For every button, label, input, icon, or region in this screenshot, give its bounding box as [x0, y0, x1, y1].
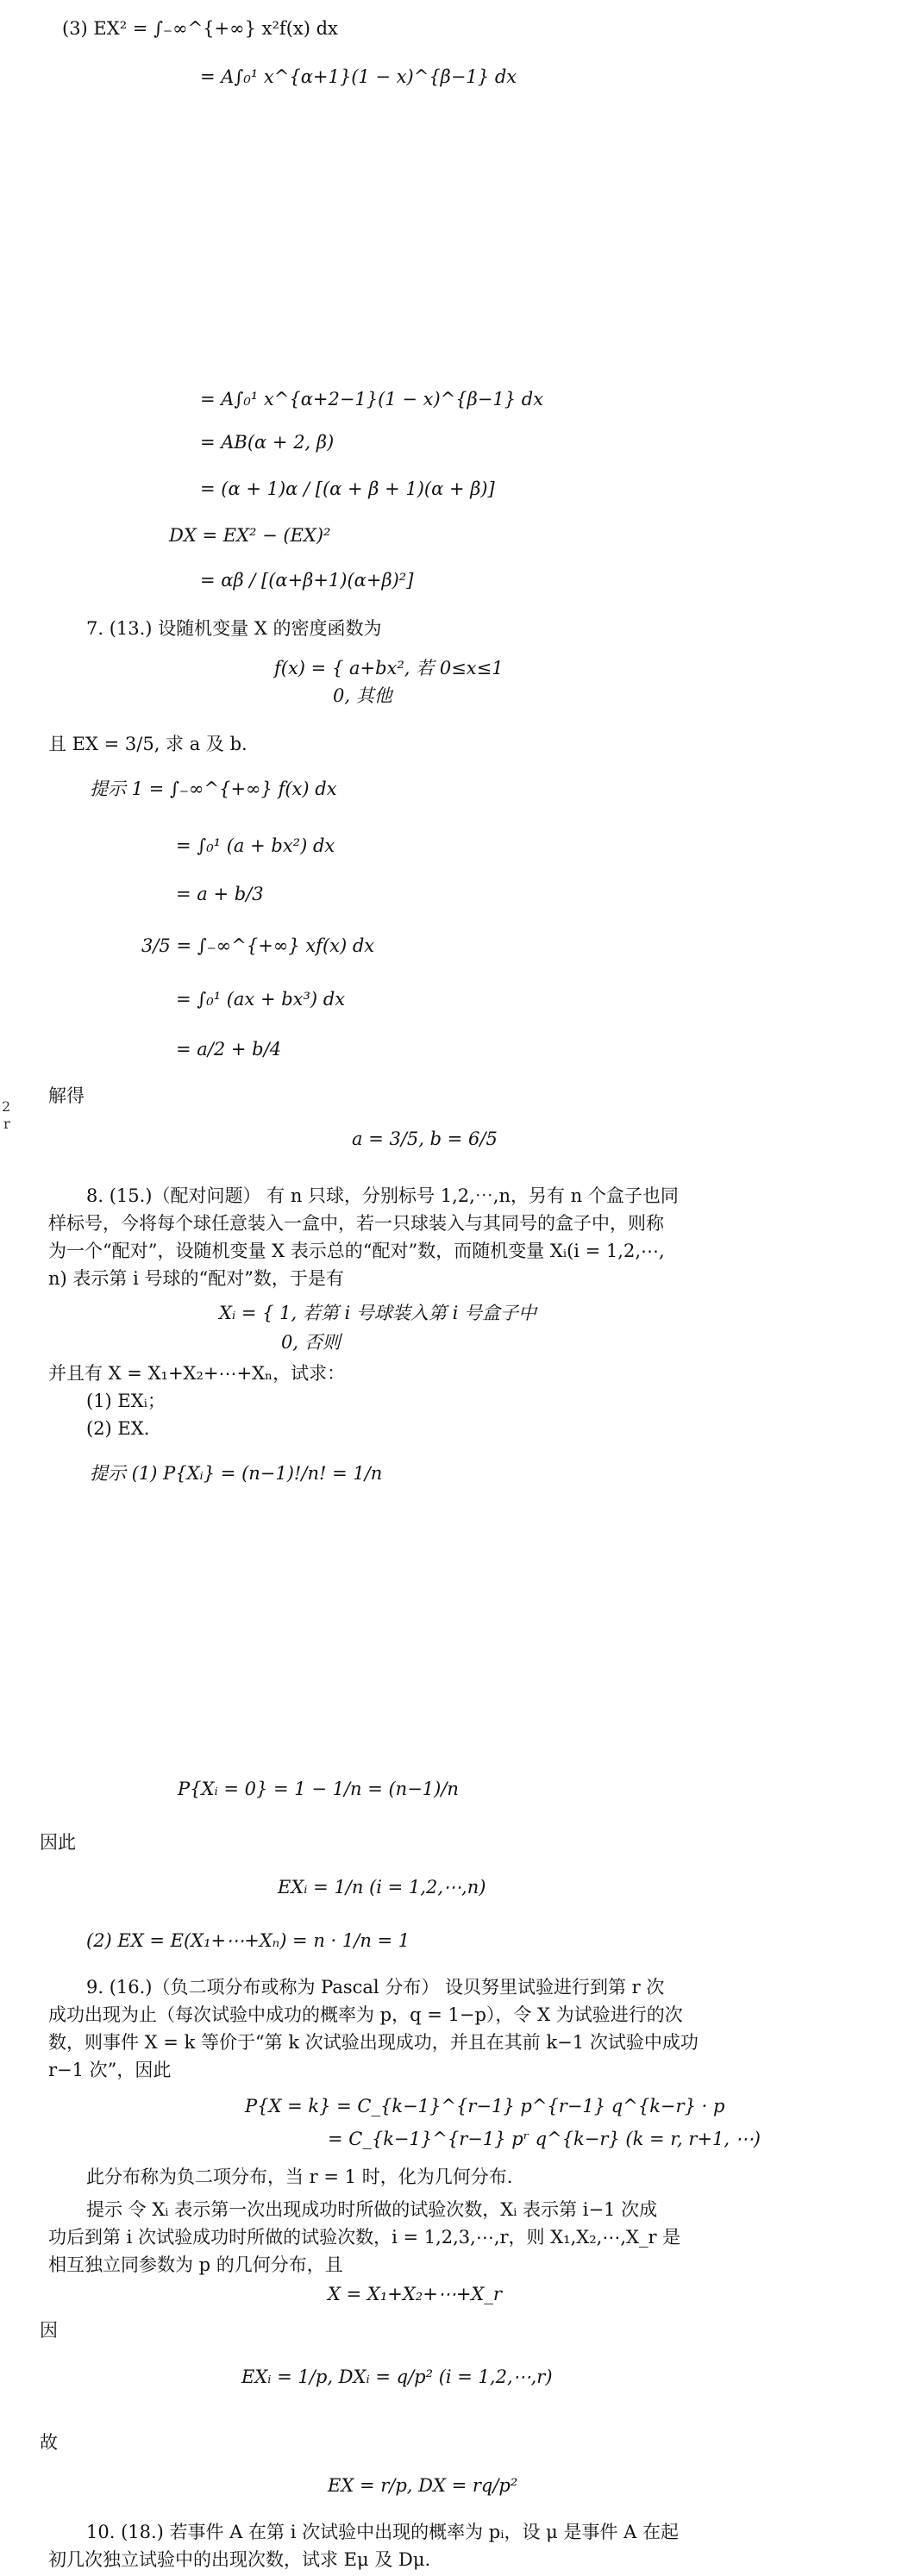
- text-line: 相互独立同参数为 p 的几何分布，且: [48, 2254, 343, 2275]
- text-line: n) 表示第 i 号球的“配对”数，于是有: [48, 1268, 344, 1289]
- formula-line: 提示 1 = ∫₋∞^{+∞} f(x) dx: [90, 778, 337, 799]
- formula-line: = C_{k−1}^{r−1} pʳ q^{k−r} (k = r, r+1, ⋯): [328, 2129, 761, 2149]
- text-line: 因: [40, 2320, 58, 2341]
- formula-line: P{Xᵢ = 0} = 1 − 1/n = (n−1)/n: [178, 1779, 459, 1799]
- text-line: 因此: [40, 1832, 76, 1853]
- formula-line: = a + b/3: [176, 884, 264, 904]
- text-line: 初几次独立试验中的出现次数，试求 Eμ 及 Dμ.: [48, 2549, 431, 2570]
- problem-9-heading: 9. (16.)（负二项分布或称为 Pascal 分布） 设贝努里试验进行到第 r 次: [86, 1977, 665, 1998]
- formula-line: DX = EX² − (EX)²: [169, 525, 331, 546]
- formula-line: f(x) = { a+bx², 若 0≤x≤1: [274, 658, 504, 678]
- problem-10-heading: 10. (18.) 若事件 A 在第 i 次试验中出现的概率为 pᵢ，设 μ 是事件 A 在起: [86, 2522, 679, 2542]
- formula-line: EX = r/p, DX = rq/p²: [328, 2475, 518, 2496]
- formula-line: = ∫₀¹ (a + bx²) dx: [176, 835, 335, 856]
- formula-line: X = X₁+X₂+⋯+X_r: [328, 2284, 502, 2304]
- formula-line: = A∫₀¹ x^{α+2−1}(1 − x)^{β−1} dx: [200, 389, 544, 410]
- text-line: 成功出现为止（每次试验中成功的概率为 p，q = 1−p），令 X 为试验进行的次: [48, 2004, 683, 2025]
- text-line: 功后到第 i 次试验成功时所做的试验次数，i = 1,2,3,⋯,r，则 X₁,X₂,⋯,X_r 是: [48, 2227, 681, 2248]
- margin-mark: 2: [2, 1098, 11, 1115]
- text-line: (3) EX² = ∫₋∞^{+∞} x²f(x) dx: [62, 18, 338, 39]
- formula-line: 提示 (1) P{Xᵢ} = (n−1)!/n! = 1/n: [90, 1463, 383, 1484]
- formula-line: = A∫₀¹ x^{α+1}(1 − x)^{β−1} dx: [200, 66, 517, 87]
- formula-line: = a/2 + b/4: [176, 1039, 282, 1060]
- formula-line: a = 3/5, b = 6/5: [352, 1129, 498, 1149]
- formula-line: = AB(α + 2, β): [200, 432, 335, 453]
- formula-line: 0, 否则: [281, 1332, 341, 1353]
- formula-line: P{X = k} = C_{k−1}^{r−1} p^{r−1} q^{k−r} · p: [245, 2096, 725, 2116]
- text-line: 且 EX = 3/5, 求 a 及 b.: [48, 734, 247, 754]
- text-line: 为一个“配对”，设随机变量 X 表示总的“配对”数，而随机变量 Xᵢ(i = 1,2,⋯,: [48, 1241, 665, 1261]
- text-line: r−1 次”，因此: [48, 2060, 172, 2080]
- text-line: 故: [40, 2432, 58, 2453]
- margin-mark: r: [3, 1116, 10, 1132]
- text-line: 数，则事件 X = k 等价于“第 k 次试验出现成功，并且在其前 k−1 次试验中成功: [48, 2032, 699, 2053]
- formula-line: = ∫₀¹ (ax + bx³) dx: [176, 989, 346, 1010]
- problem-7-heading: 7. (13.) 设随机变量 X 的密度函数为: [86, 618, 382, 639]
- text-line: 并且有 X = X₁+X₂+⋯+Xₙ，试求：: [48, 1363, 346, 1384]
- formula-line: = (α + 1)α / [(α + β + 1)(α + β)]: [200, 478, 495, 499]
- text-line: 解得: [48, 1085, 85, 1106]
- text-line: 提示 令 Xᵢ 表示第一次出现成功时所做的试验次数，Xᵢ 表示第 i−1 次成: [86, 2199, 658, 2220]
- formula-line: 3/5 = ∫₋∞^{+∞} xf(x) dx: [141, 935, 375, 956]
- formula-line: EXᵢ = 1/p, DXᵢ = q/p² (i = 1,2,⋯,r): [241, 2367, 553, 2387]
- formula-line: 0, 其他: [333, 685, 392, 706]
- text-line: 样标号，今将每个球任意装入一盒中，若一只球装入与其同号的盒子中，则称: [48, 1213, 664, 1234]
- text-line: 此分布称为负二项分布，当 r = 1 时，化为几何分布.: [86, 2166, 513, 2187]
- formula-line: (2) EX = E(X₁+⋯+Xₙ) = n · 1/n = 1: [86, 1930, 410, 1951]
- text-line: (1) EXᵢ；: [86, 1391, 166, 1411]
- text-line: (2) EX.: [86, 1418, 150, 1439]
- formula-line: Xᵢ = { 1, 若第 i 号球装入第 i 号盒子中: [219, 1303, 537, 1323]
- problem-8-heading: 8. (15.)（配对问题） 有 n 只球，分别标号 1,2,⋯,n，另有 n 个盒子也同: [86, 1185, 679, 1206]
- formula-line: = αβ / [(α+β+1)(α+β)²]: [200, 570, 414, 591]
- formula-line: EXᵢ = 1/n (i = 1,2,⋯,n): [278, 1877, 486, 1898]
